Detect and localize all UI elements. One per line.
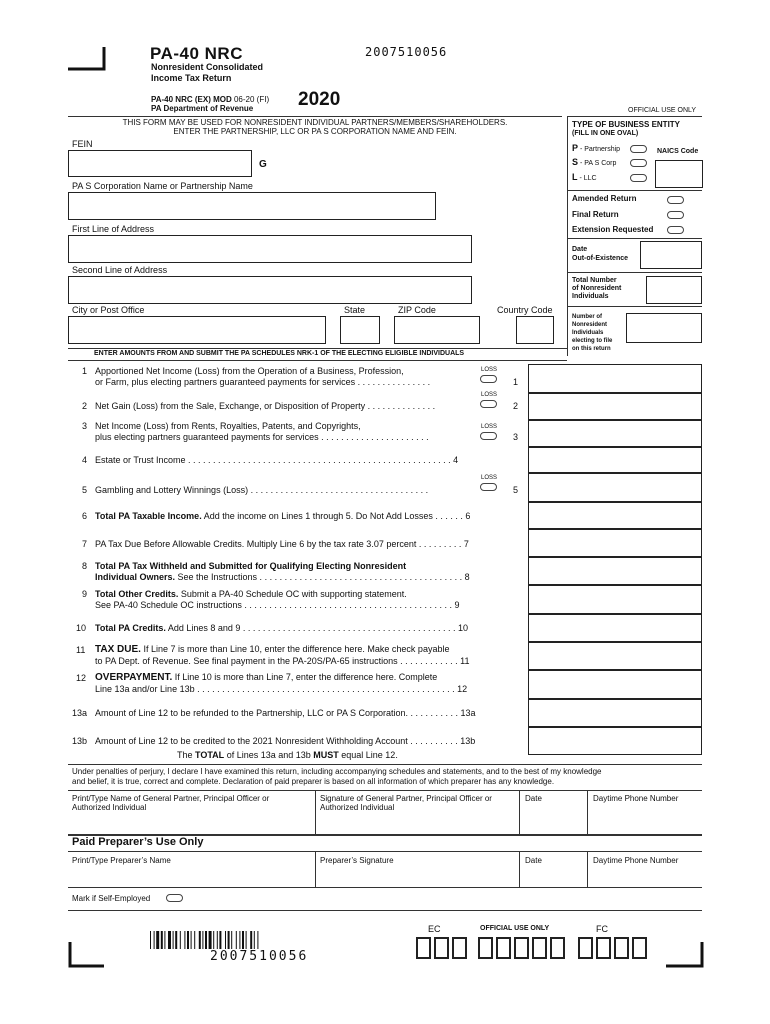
preparer-signature-label: Preparer’s Signature bbox=[320, 856, 394, 865]
preparer-phone-input[interactable] bbox=[590, 868, 700, 886]
corner-mark-bottom-left bbox=[68, 942, 106, 968]
preparer-title: Paid Preparer’s Use Only bbox=[72, 836, 204, 848]
line10-amount[interactable] bbox=[528, 614, 702, 642]
barcode-bar bbox=[205, 931, 207, 949]
preparer-phone-label: Daytime Phone Number bbox=[593, 856, 679, 865]
llc-oval[interactable] bbox=[630, 174, 647, 182]
line2-loss-oval[interactable] bbox=[480, 400, 497, 408]
barcode-bar bbox=[246, 931, 247, 949]
barcode-bar bbox=[184, 931, 185, 949]
business-type-subtitle: (FILL IN ONE OVAL) bbox=[572, 130, 639, 137]
barcode-bar bbox=[173, 931, 174, 949]
self-employed-oval[interactable] bbox=[166, 894, 183, 902]
city-label: City or Post Office bbox=[72, 305, 145, 315]
tax-year: 2020 bbox=[298, 89, 341, 110]
line3-loss-label: LOSS bbox=[481, 424, 498, 430]
officer-phone-label: Daytime Phone Number bbox=[593, 794, 679, 803]
line9-number: 9 bbox=[82, 589, 88, 599]
barcode-bar bbox=[209, 931, 212, 949]
fc-digit-box bbox=[614, 937, 629, 959]
barcode-bar bbox=[213, 931, 214, 949]
date-oox-label-2: Out-of-Existence bbox=[572, 255, 629, 262]
preparer-date-label: Date bbox=[525, 856, 542, 865]
line5-number: 5 bbox=[82, 485, 88, 495]
business-type-title: TYPE OF BUSINESS ENTITY bbox=[572, 120, 681, 129]
llc-label: L - LLC bbox=[572, 172, 597, 182]
amended-return-oval[interactable] bbox=[667, 196, 684, 204]
country-label: Country Code bbox=[497, 305, 553, 315]
line3-number: 3 bbox=[82, 421, 88, 431]
address1-input[interactable] bbox=[68, 235, 472, 263]
naics-label: NAICS Code bbox=[657, 148, 699, 155]
address1-label: First Line of Address bbox=[72, 224, 155, 234]
barcode-bar bbox=[175, 931, 177, 949]
barcode-bar bbox=[161, 931, 163, 949]
officer-signature-label-2: Authorized Individual bbox=[320, 803, 395, 812]
line10-text: Total PA Credits. Add Lines 8 and 9 . . . . . . . . . . . . . . . . . . . . . . . . . . . . . . . . . . . . . . . . . . . 10 bbox=[95, 623, 468, 633]
line1-loss-oval[interactable] bbox=[480, 375, 497, 383]
electing-individuals-input[interactable] bbox=[626, 313, 702, 343]
line4-amount[interactable] bbox=[528, 447, 702, 473]
line13b-text: Amount of Line 12 to be credited to the 2021 Nonresident Withholding Account . . . . . . . . . . 13b bbox=[95, 736, 476, 746]
barcode-bar bbox=[239, 931, 240, 949]
line8-number: 8 bbox=[82, 561, 88, 571]
s-corp-label: S - PA S Corp bbox=[572, 157, 617, 167]
state-input[interactable] bbox=[340, 316, 380, 344]
line13a-text: Amount of Line 12 to be refunded to the Partnership, LLC or PA S Corporation. . . . . . . . . . . 13a bbox=[95, 708, 476, 718]
line8-amount[interactable] bbox=[528, 557, 702, 585]
line11-text-a: TAX DUE. If Line 7 is more than Line 10, enter the difference here. Make check payable bbox=[95, 644, 450, 655]
naics-input[interactable] bbox=[655, 160, 703, 188]
officer-phone-input[interactable] bbox=[590, 812, 700, 832]
total-individuals-label-1: Total Number bbox=[572, 277, 617, 284]
amended-return-label: Amended Return bbox=[572, 194, 637, 203]
line1-box-number: 1 bbox=[513, 377, 519, 387]
ec-digit-box bbox=[434, 937, 449, 959]
barcode-bar bbox=[194, 931, 195, 949]
barcode-bar bbox=[217, 931, 218, 949]
officer-date-label: Date bbox=[525, 794, 542, 803]
line1-number: 1 bbox=[82, 366, 88, 376]
line13b-number: 13b bbox=[72, 736, 88, 746]
barcode-bar bbox=[180, 931, 181, 949]
officer-name-input[interactable] bbox=[72, 812, 312, 832]
corner-mark-bottom-right bbox=[666, 942, 704, 968]
line3-text-b: plus electing partners guaranteed payments for services . . . . . . . . . . . . . . . . . . . . . . bbox=[95, 432, 429, 442]
form-mod: PA-40 NRC (EX) MOD 06-20 (FI) bbox=[151, 95, 270, 104]
fc-digit-box bbox=[596, 937, 611, 959]
line5-loss-oval[interactable] bbox=[480, 483, 497, 491]
fein-label: FEIN bbox=[72, 139, 93, 149]
barcode-bar bbox=[219, 931, 221, 949]
line2-amount[interactable] bbox=[528, 393, 702, 420]
total-individuals-label-3: Individuals bbox=[572, 293, 609, 300]
fc-label: FC bbox=[596, 924, 608, 934]
line1-text-b: or Farm, plus electing partners guaranteed payments for services . . . . . . . . . . . . . . . bbox=[95, 377, 431, 387]
zip-input[interactable] bbox=[394, 316, 480, 344]
line13a-number: 13a bbox=[72, 708, 88, 718]
perjury-statement-2: and belief, it is true, correct and complete. Declaration of paid preparer is based on all information of which preparer has any knowledge. bbox=[72, 777, 555, 786]
line1-text-a: Apportioned Net Income (Loss) from the Operation of a Business, Profession, bbox=[95, 366, 404, 376]
line2-text: Net Gain (Loss) from the Sale, Exchange, or Disposition of Property . . . . . . . . . . . . . . bbox=[95, 401, 436, 411]
form-subtitle-1: Nonresident Consolidated bbox=[151, 62, 264, 72]
line7-text: PA Tax Due Before Allowable Credits. Multiply Line 6 by the tax rate 3.07 percent . . . . . . . . . 7 bbox=[95, 539, 469, 549]
line4-text: Estate or Trust Income . . . . . . . . . . . . . . . . . . . . . . . . . . . . . . . . . . . . . . . . . . . . . . . . . . . . . 4 bbox=[95, 455, 459, 465]
line6-text: Total PA Taxable Income. Add the income on Lines 1 through 5. Do Not Add Losses . . . . . . 6 bbox=[95, 511, 471, 521]
line9-text-b: See PA-40 Schedule OC instructions . . . . . . . . . . . . . . . . . . . . . . . . . . . . . . . . . . . . . . . . . . 9 bbox=[95, 600, 460, 610]
barcode-bar bbox=[191, 931, 192, 949]
line6-number: 6 bbox=[82, 511, 88, 521]
officer-name-label-2: Authorized Individual bbox=[72, 803, 147, 812]
line5-text: Gambling and Lottery Winnings (Loss) . . . . . . . . . . . . . . . . . . . . . . . . . . . . . . . . . . . . bbox=[95, 485, 429, 495]
final-return-oval[interactable] bbox=[667, 211, 684, 219]
line7-number: 7 bbox=[82, 539, 88, 549]
line12-amount[interactable] bbox=[528, 670, 702, 699]
ec-digit-box bbox=[416, 937, 431, 959]
barcode-bar bbox=[250, 931, 252, 949]
barcode-bar bbox=[199, 931, 201, 949]
perjury-statement-1: Under penalties of perjury, I declare I have examined this return, including accompanying schedules and statements, and to the best of my knowledge bbox=[72, 767, 602, 776]
line13a-amount[interactable] bbox=[528, 699, 702, 727]
preparer-name-input[interactable] bbox=[72, 868, 312, 886]
line12-text-a: OVERPAYMENT. If Line 10 is more than Line 7, enter the difference here. Complete bbox=[95, 672, 438, 683]
address2-label: Second Line of Address bbox=[72, 265, 168, 275]
barcode-bar bbox=[187, 931, 189, 949]
line1-loss-label: LOSS bbox=[481, 367, 498, 373]
footer-official-use: OFFICIAL USE ONLY bbox=[480, 925, 550, 932]
barcode-bar bbox=[257, 931, 258, 949]
notice-line-1: THIS FORM MAY BE USED FOR NONRESIDENT INDIVIDUAL PARTNERS/MEMBERS/SHAREHOLDERS. bbox=[122, 118, 508, 127]
preparer-date-input[interactable] bbox=[522, 868, 584, 886]
line6-amount[interactable] bbox=[528, 502, 702, 529]
line2-box-number: 2 bbox=[513, 401, 519, 411]
barcode-bar bbox=[164, 931, 165, 949]
line2-loss-label: LOSS bbox=[481, 392, 498, 398]
corner-mark-top-left bbox=[68, 47, 106, 71]
officer-signature-input[interactable] bbox=[320, 812, 515, 832]
line3-amount[interactable] bbox=[528, 420, 702, 447]
g-label: G bbox=[259, 159, 267, 170]
barcode-bar bbox=[156, 931, 159, 949]
total-individuals-label-2: of Nonresident bbox=[572, 285, 622, 292]
barcode-number: 2007510056 bbox=[210, 949, 309, 964]
barcode-bar bbox=[242, 931, 244, 949]
amounts-instruction: ENTER AMOUNTS FROM AND SUBMIT THE PA SCHEDULES NRK-1 OF THE ELECTING ELIGIBLE INDIVIDUALS bbox=[94, 350, 465, 357]
fc-digit-box bbox=[632, 937, 647, 959]
line11-number: 11 bbox=[76, 645, 86, 655]
city-input[interactable] bbox=[68, 316, 326, 344]
barcode-bar bbox=[231, 931, 232, 949]
total-individuals-input[interactable] bbox=[646, 276, 702, 304]
barcode-bar bbox=[150, 931, 151, 949]
date-out-of-existence-input[interactable] bbox=[640, 241, 702, 269]
s-corp-oval[interactable] bbox=[630, 159, 647, 167]
barcode-bar bbox=[202, 931, 203, 949]
line11-amount[interactable] bbox=[528, 642, 702, 670]
line2-number: 2 bbox=[82, 401, 88, 411]
entity-name-input[interactable] bbox=[68, 192, 436, 220]
line8-text-b: Individual Owners. See the Instructions . . . . . . . . . . . . . . . . . . . . . . . . . . . . . . . . . . . . . . . . . 8 bbox=[95, 572, 470, 582]
state-label: State bbox=[344, 305, 366, 315]
final-return-label: Final Return bbox=[572, 210, 619, 219]
official-digit-box bbox=[514, 937, 529, 959]
date-oox-label-1: Date bbox=[572, 246, 588, 253]
form-subtitle-2: Income Tax Return bbox=[151, 73, 232, 83]
line5-loss-label: LOSS bbox=[481, 475, 498, 481]
line3-box-number: 3 bbox=[513, 432, 519, 442]
barcode-bar bbox=[254, 931, 255, 949]
zip-label: ZIP Code bbox=[398, 305, 436, 315]
officer-signature-label-1: Signature of General Partner, Principal Officer or bbox=[320, 794, 492, 803]
line1-amount[interactable] bbox=[528, 364, 702, 393]
line10-number: 10 bbox=[76, 623, 87, 633]
official-digit-box bbox=[496, 937, 511, 959]
country-input[interactable] bbox=[516, 316, 554, 344]
official-digit-box bbox=[550, 937, 565, 959]
self-employed-label: Mark if Self-Employed bbox=[72, 894, 151, 903]
barcode-bar bbox=[228, 931, 230, 949]
line4-number: 4 bbox=[82, 455, 88, 465]
entity-name-label: PA S Corporation Name or Partnership Name bbox=[72, 181, 253, 191]
barcode bbox=[150, 931, 365, 951]
line9-text-a: Total Other Credits. Submit a PA-40 Schedule OC with supporting statement. bbox=[95, 589, 407, 599]
preparer-name-label: Print/Type Preparer’s Name bbox=[72, 856, 171, 865]
form-title: PA-40 NRC bbox=[150, 44, 243, 63]
official-use-label: OFFICIAL USE ONLY bbox=[628, 107, 697, 114]
line3-text-a: Net Income (Loss) from Rents, Royalties, Patents, and Copyrights, bbox=[95, 421, 361, 431]
preparer-signature-input[interactable] bbox=[320, 868, 515, 886]
address2-input[interactable] bbox=[68, 276, 472, 304]
line9-amount[interactable] bbox=[528, 585, 702, 614]
official-digit-box bbox=[532, 937, 547, 959]
official-digit-box bbox=[478, 937, 493, 959]
notice-line-2: ENTER THE PARTNERSHIP, LLC OR PA S CORPORATION NAME AND FEIN. bbox=[173, 127, 457, 136]
p-partnership-label: P - Partnership bbox=[572, 143, 621, 153]
barcode-bar bbox=[168, 931, 171, 949]
line8-text-a: Total PA Tax Withheld and Submitted for Qualifying Electing Nonresident bbox=[95, 561, 407, 571]
officer-date-input[interactable] bbox=[522, 812, 584, 832]
fc-digit-box bbox=[578, 937, 593, 959]
extension-label: Extension Requested bbox=[572, 225, 654, 234]
electing-individuals-label: Number of Nonresident Individuals electing to file on this return bbox=[572, 314, 613, 352]
line12-number: 12 bbox=[76, 673, 87, 683]
ec-label: EC bbox=[428, 924, 441, 934]
scan-code: 2007510056 bbox=[365, 45, 448, 59]
p-partnership-oval[interactable] bbox=[630, 145, 647, 153]
barcode-bar bbox=[225, 931, 226, 949]
line12-text-b: Line 13a and/or Line 13b . . . . . . . . . . . . . . . . . . . . . . . . . . . . . . . . . . . . . . . . . . . . . . . . . . . . 12 bbox=[95, 684, 468, 694]
line5-box-number: 5 bbox=[513, 485, 519, 495]
line11-text-b: to PA Dept. of Revenue. See final payment in the PA-20S/PA-65 instructions . . . . . . . . . . . . 11 bbox=[95, 656, 470, 666]
officer-name-label-1: Print/Type Name of General Partner, Principal Officer or bbox=[72, 794, 270, 803]
line7-amount[interactable] bbox=[528, 529, 702, 557]
department: PA Department of Revenue bbox=[151, 104, 254, 113]
barcode-bar bbox=[154, 931, 155, 949]
total-note: The TOTAL of Lines 13a and 13b MUST equal Line 12. bbox=[177, 750, 398, 760]
fein-input[interactable] bbox=[68, 150, 252, 177]
extension-oval[interactable] bbox=[667, 226, 684, 234]
ec-digit-box bbox=[452, 937, 467, 959]
line13b-amount[interactable] bbox=[528, 727, 702, 755]
barcode-bar bbox=[236, 931, 237, 949]
line5-amount[interactable] bbox=[528, 473, 702, 502]
line3-loss-oval[interactable] bbox=[480, 432, 497, 440]
